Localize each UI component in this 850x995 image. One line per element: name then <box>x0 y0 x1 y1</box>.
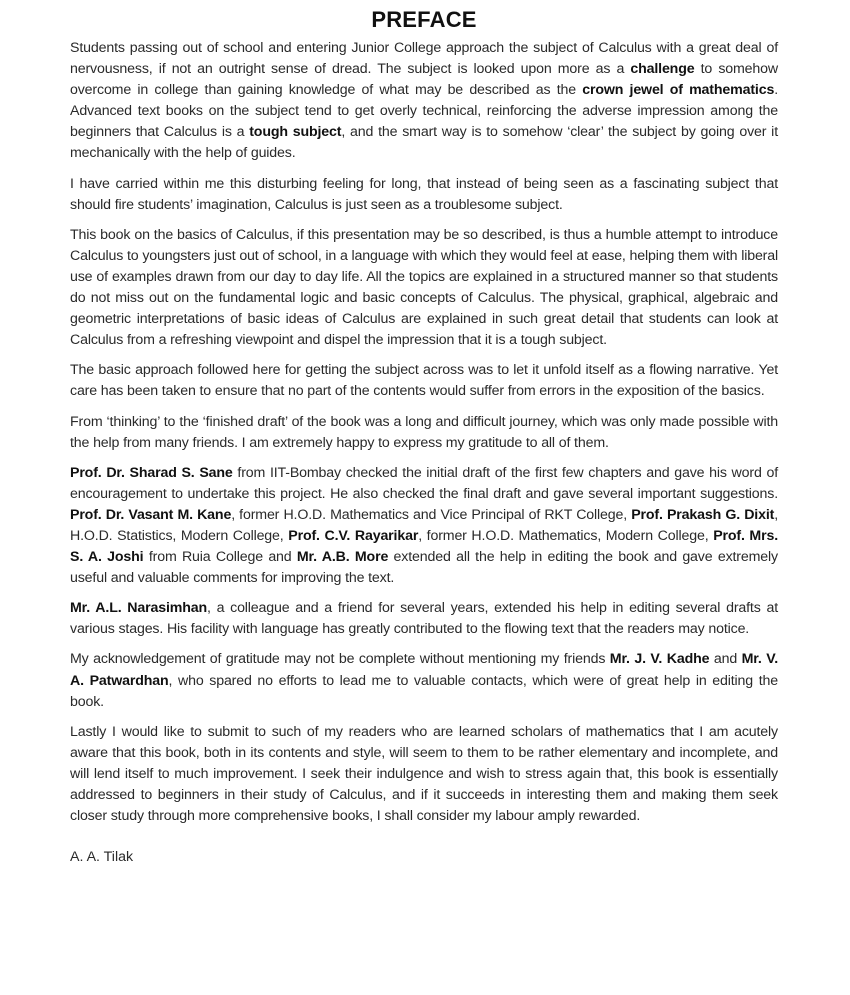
bold-text: Prof. C.V. Rayarikar <box>288 527 419 544</box>
author-signature: A. A. Tilak <box>70 849 134 866</box>
text-run: from IIT-Bombay checked the initial draft of the first few chapters and gave his word of encouragement to undertake this project. He also checked the final draft and gave several important suggestions. <box>70 464 778 502</box>
bold-text: Prof. Prakash G. Dixit <box>631 506 775 523</box>
bold-text: Mr. A.B. More <box>296 549 389 566</box>
preface-page <box>70 0 778 868</box>
paragraph <box>70 225 778 352</box>
text-run: to somehow overcome in college than gaining knowledge of what may be described as the <box>70 61 778 99</box>
paragraph <box>70 722 778 827</box>
bold-text: Prof. Dr. Vasant M. Kane <box>70 506 232 523</box>
text-run: , who spared no efforts to lead me to valuable contacts, which were of great help in editing the book. <box>70 672 778 710</box>
paragraph <box>70 412 778 454</box>
text-run: Lastly I would like to submit to such of my readers who are learned scholars of mathematics that I am acutely aware that this book, both in its contents and style, will seem to them to be rather elementary and incomplete, and will lend itself to much improvement. I seek their indulgence and wish to stress again that, this book is essentially addressed to beginners in their study of Calculus, and if it succeeds in interesting them and making them seek closer study through more comprehensive books, I shall consider my labour amply rewarded. <box>70 723 778 825</box>
bold-text: Mr. V. A. Patwardhan <box>70 651 778 689</box>
bold-text: Mr. J. V. Kadhe <box>609 651 710 668</box>
paragraph <box>70 463 778 590</box>
bold-text: crown jewel of mathematics <box>582 82 775 99</box>
text-run: , former H.O.D. Mathematics, Modern College, <box>418 527 714 544</box>
text-run: . Advanced text books on the subject tend to get overly technical, reinforcing the adverse impression among the beginners that Calculus is a <box>70 82 778 141</box>
bold-text: tough subject <box>249 124 342 141</box>
text-run: from Ruia College and <box>143 549 297 566</box>
bold-text: Mr. A.L. Narasimhan <box>70 600 208 617</box>
paragraph <box>70 598 778 640</box>
paragraph <box>70 174 778 216</box>
bold-text: Prof. Dr. Sharad S. Sane <box>70 464 233 481</box>
text-run: extended all the help in editing the book and gave extremely useful and valuable comments for improving the text. <box>70 549 778 587</box>
text-run: I have carried within me this disturbing feeling for long, that instead of being seen as a fascinating subject that should fire students’ imagination, Calculus is just seen as a troublesome subject. <box>70 175 778 213</box>
text-run: From ‘thinking’ to the ‘finished draft’ of the book was a long and difficult journey, which was only made possible with the help from many friends. I am extremely happy to express my gratitude to all of them. <box>70 413 778 451</box>
text-run: , and the smart way is to somehow ‘clear’ the subject by going over it mechanically with the help of guides. <box>70 124 778 162</box>
text-run: and <box>709 651 742 668</box>
text-run: , a colleague and a friend for several years, extended his help in editing several drafts at various stages. His facility with language has greatly contributed to the flowing text that the readers may notice. <box>70 600 778 638</box>
paragraph <box>70 360 778 402</box>
bold-text: challenge <box>630 61 695 78</box>
text-run: , H.O.D. Statistics, Modern College, <box>70 506 778 544</box>
text-run: This book on the basics of Calculus, if this presentation may be so described, is thus a humble attempt to introduce Calculus to youngsters just out of school, in a language with which they would feel at ease, helping them with liberal use of examples drawn from our day to day life. All the topics are explained in a structured manner so that students do not miss out on the fundamental logic and basic concepts of Calculus. The physical, graphical, algebraic and geometric interpretations of basic ideas of Calculus are explained in such great detail that students can look at Calculus from a refreshing viewpoint and dispel the impression that it is a tough subject. <box>70 226 778 349</box>
preface-body <box>70 38 778 827</box>
bold-text: Prof. Mrs. S. A. Joshi <box>70 527 778 566</box>
text-run: , former H.O.D. Mathematics and Vice Principal of RKT College, <box>231 506 632 523</box>
text-run: My acknowledgement of gratitude may not be complete without mentioning my friends <box>70 651 610 668</box>
text-run: Students passing out of school and entering Junior College approach the subject of Calculus with a great deal of nervousness, if not an outright sense of dread. The subject is looked upon more as a <box>70 40 778 78</box>
page-title: PREFACE <box>371 7 477 32</box>
paragraph <box>70 649 778 712</box>
text-run: The basic approach followed here for getting the subject across was to let it unfold itself as a flowing narrative. Yet care has been taken to ensure that no part of the contents would suffer from errors in the exposition of the basics. <box>70 362 778 400</box>
paragraph <box>70 38 778 165</box>
